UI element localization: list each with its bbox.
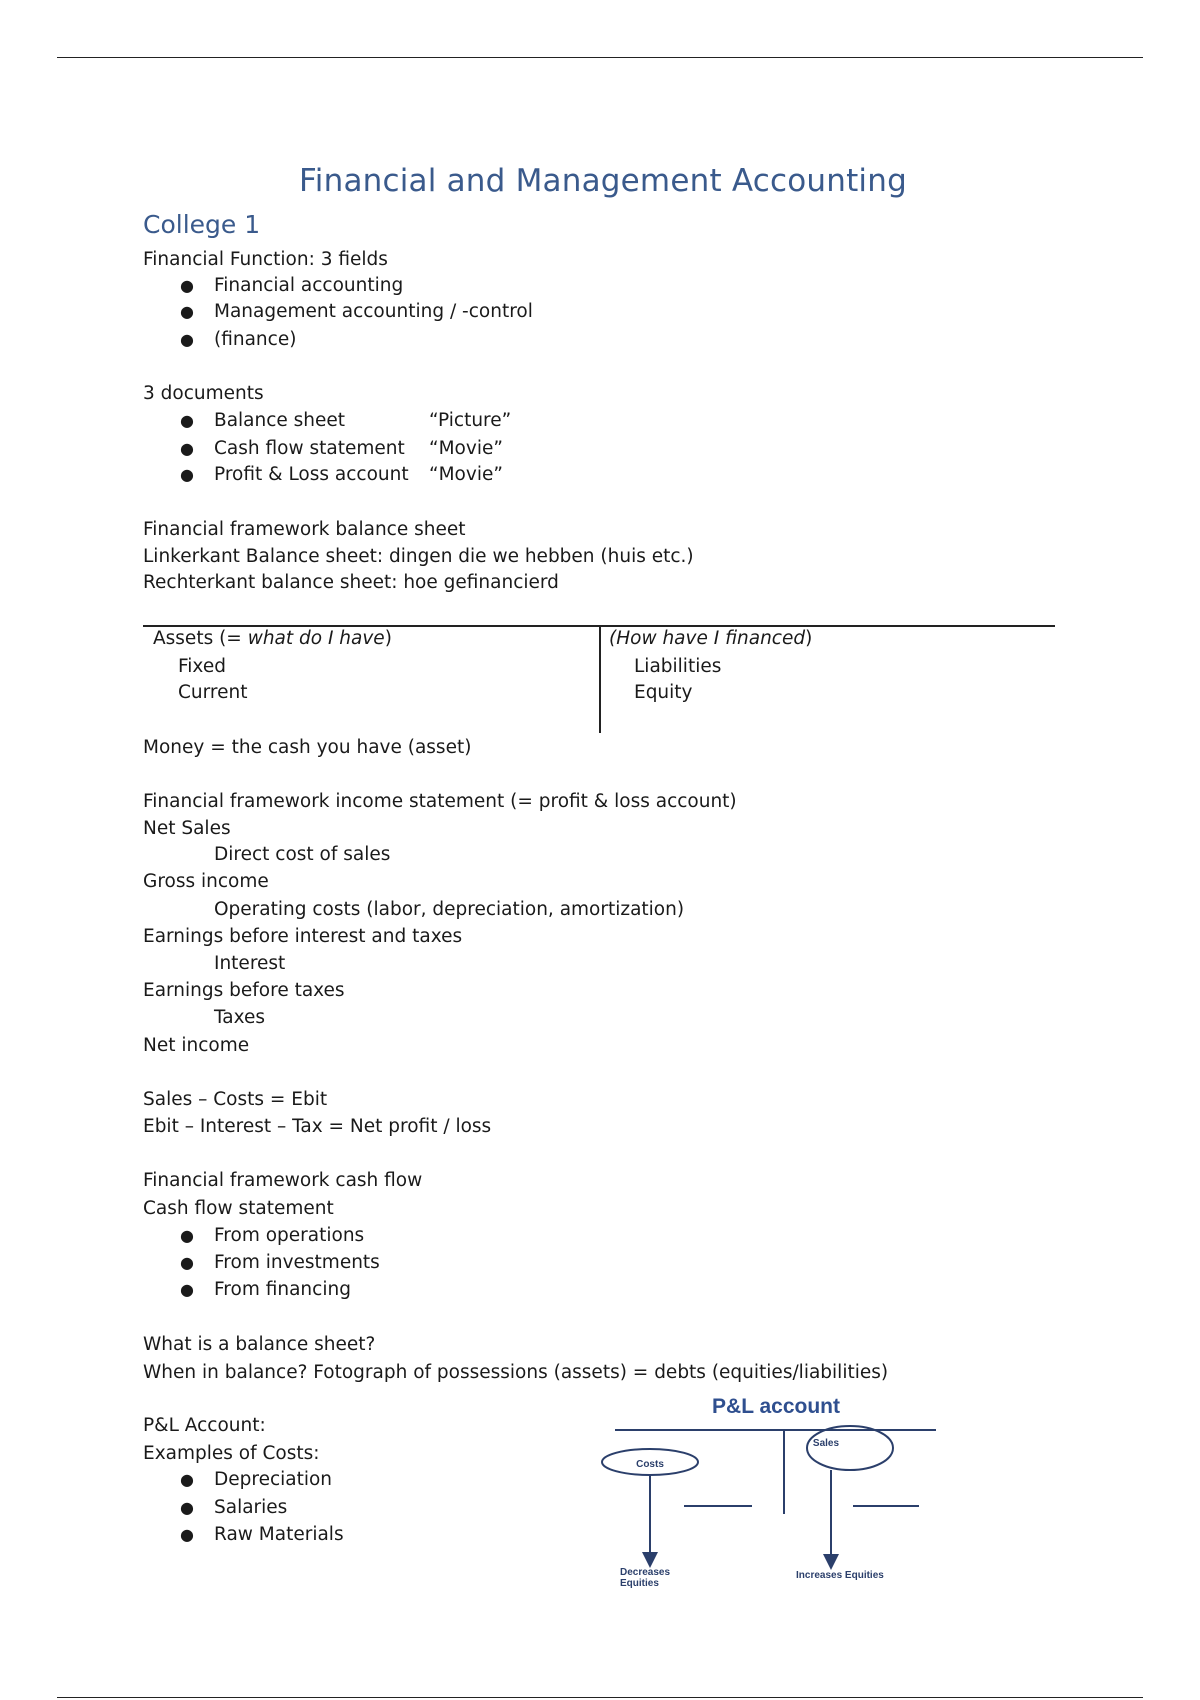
money-line: Money = the cash you have (asset) bbox=[143, 737, 472, 758]
costs-label: Costs bbox=[636, 1459, 664, 1470]
framework-balance-line: Financial framework balance sheet bbox=[143, 519, 466, 540]
framework-balance-line: Linkerkant Balance sheet: dingen die we hebben (huis etc.) bbox=[143, 546, 694, 567]
bullet-icon: ● bbox=[180, 1498, 194, 1517]
footer-rule bbox=[57, 1697, 1143, 1698]
documents-intro: 3 documents bbox=[143, 383, 264, 404]
pl-account-diagram bbox=[593, 1390, 943, 1600]
cash-flow-intro: Cash flow statement bbox=[143, 1198, 334, 1219]
financial-function-intro: Financial Function: 3 fields bbox=[143, 249, 388, 270]
decreases-label-2: Equities bbox=[620, 1578, 659, 1589]
balance-answer: When in balance? Fotograph of possessions (assets) = debts (equities/liabilities) bbox=[143, 1362, 889, 1383]
income-line: Direct cost of sales bbox=[214, 844, 391, 865]
income-line: Interest bbox=[214, 953, 286, 974]
list-item: ● From financing bbox=[180, 1279, 351, 1300]
financing-label: (How have I financed) bbox=[609, 628, 813, 649]
balance-question: What is a balance sheet? bbox=[143, 1334, 376, 1355]
formula-line: Sales – Costs = Ebit bbox=[143, 1089, 328, 1110]
document-note: “Movie” bbox=[429, 438, 503, 459]
income-line: Taxes bbox=[214, 1007, 265, 1028]
document-note: “Picture” bbox=[429, 410, 512, 431]
list-item: ● Balance sheet bbox=[180, 410, 346, 431]
decreases-label: Decreases bbox=[620, 1567, 671, 1578]
section-heading: College 1 bbox=[143, 210, 261, 239]
list-item: ● From operations bbox=[180, 1225, 365, 1246]
income-line: Net Sales bbox=[143, 818, 231, 839]
list-item: ● Depreciation bbox=[180, 1469, 333, 1490]
asset-item: Current bbox=[178, 682, 248, 703]
income-line: Net income bbox=[143, 1035, 250, 1056]
list-item: ● Profit & Loss account bbox=[180, 464, 409, 485]
financing-item: Liabilities bbox=[634, 656, 722, 677]
bullet-icon: ● bbox=[180, 276, 194, 295]
financing-item: Equity bbox=[634, 682, 693, 703]
bullet-icon: ● bbox=[180, 1226, 194, 1245]
pl-diagram-svg bbox=[593, 1390, 943, 1600]
bullet-icon: ● bbox=[180, 465, 194, 484]
list-item: ● Financial accounting bbox=[180, 275, 404, 296]
bullet-icon: ● bbox=[180, 1253, 194, 1272]
list-item: ● (finance) bbox=[180, 329, 297, 350]
bullet-icon: ● bbox=[180, 1280, 194, 1299]
income-line: Operating costs (labor, depreciation, amortization) bbox=[214, 899, 685, 920]
income-statement-intro: Financial framework income statement (= profit & loss account) bbox=[143, 791, 737, 812]
framework-balance-line: Rechterkant balance sheet: hoe gefinancierd bbox=[143, 572, 559, 593]
balance-table-divider bbox=[599, 625, 601, 733]
list-item: ● Management accounting / -control bbox=[180, 301, 533, 322]
formula-line: Ebit – Interest – Tax = Net profit / loss bbox=[143, 1116, 492, 1137]
pl-intro: P&L Account: bbox=[143, 1415, 266, 1436]
income-line: Earnings before taxes bbox=[143, 980, 345, 1001]
pl-intro: Examples of Costs: bbox=[143, 1443, 320, 1464]
document-note: “Movie” bbox=[429, 464, 503, 485]
bullet-icon: ● bbox=[180, 411, 194, 430]
bullet-icon: ● bbox=[180, 330, 194, 349]
list-item: ● Raw Materials bbox=[180, 1524, 344, 1545]
sales-label: Sales bbox=[812, 1438, 840, 1449]
bullet-icon: ● bbox=[180, 302, 194, 321]
assets-label: Assets (= what do I have) bbox=[153, 628, 392, 649]
asset-item: Fixed bbox=[178, 656, 226, 677]
income-line: Gross income bbox=[143, 871, 269, 892]
pl-diagram-title: P&L account bbox=[712, 1395, 840, 1418]
cash-flow-intro: Financial framework cash flow bbox=[143, 1170, 423, 1191]
bullet-icon: ● bbox=[180, 1525, 194, 1544]
document-title: Financial and Management Accounting bbox=[299, 163, 907, 199]
list-item: ● Cash flow statement bbox=[180, 438, 405, 459]
header-rule bbox=[57, 57, 1143, 58]
list-item: ● From investments bbox=[180, 1252, 380, 1273]
increases-label: Increases Equities bbox=[796, 1570, 884, 1581]
income-line: Earnings before interest and taxes bbox=[143, 926, 463, 947]
bullet-icon: ● bbox=[180, 1470, 194, 1489]
bullet-icon: ● bbox=[180, 439, 194, 458]
list-item: ● Salaries bbox=[180, 1497, 288, 1518]
